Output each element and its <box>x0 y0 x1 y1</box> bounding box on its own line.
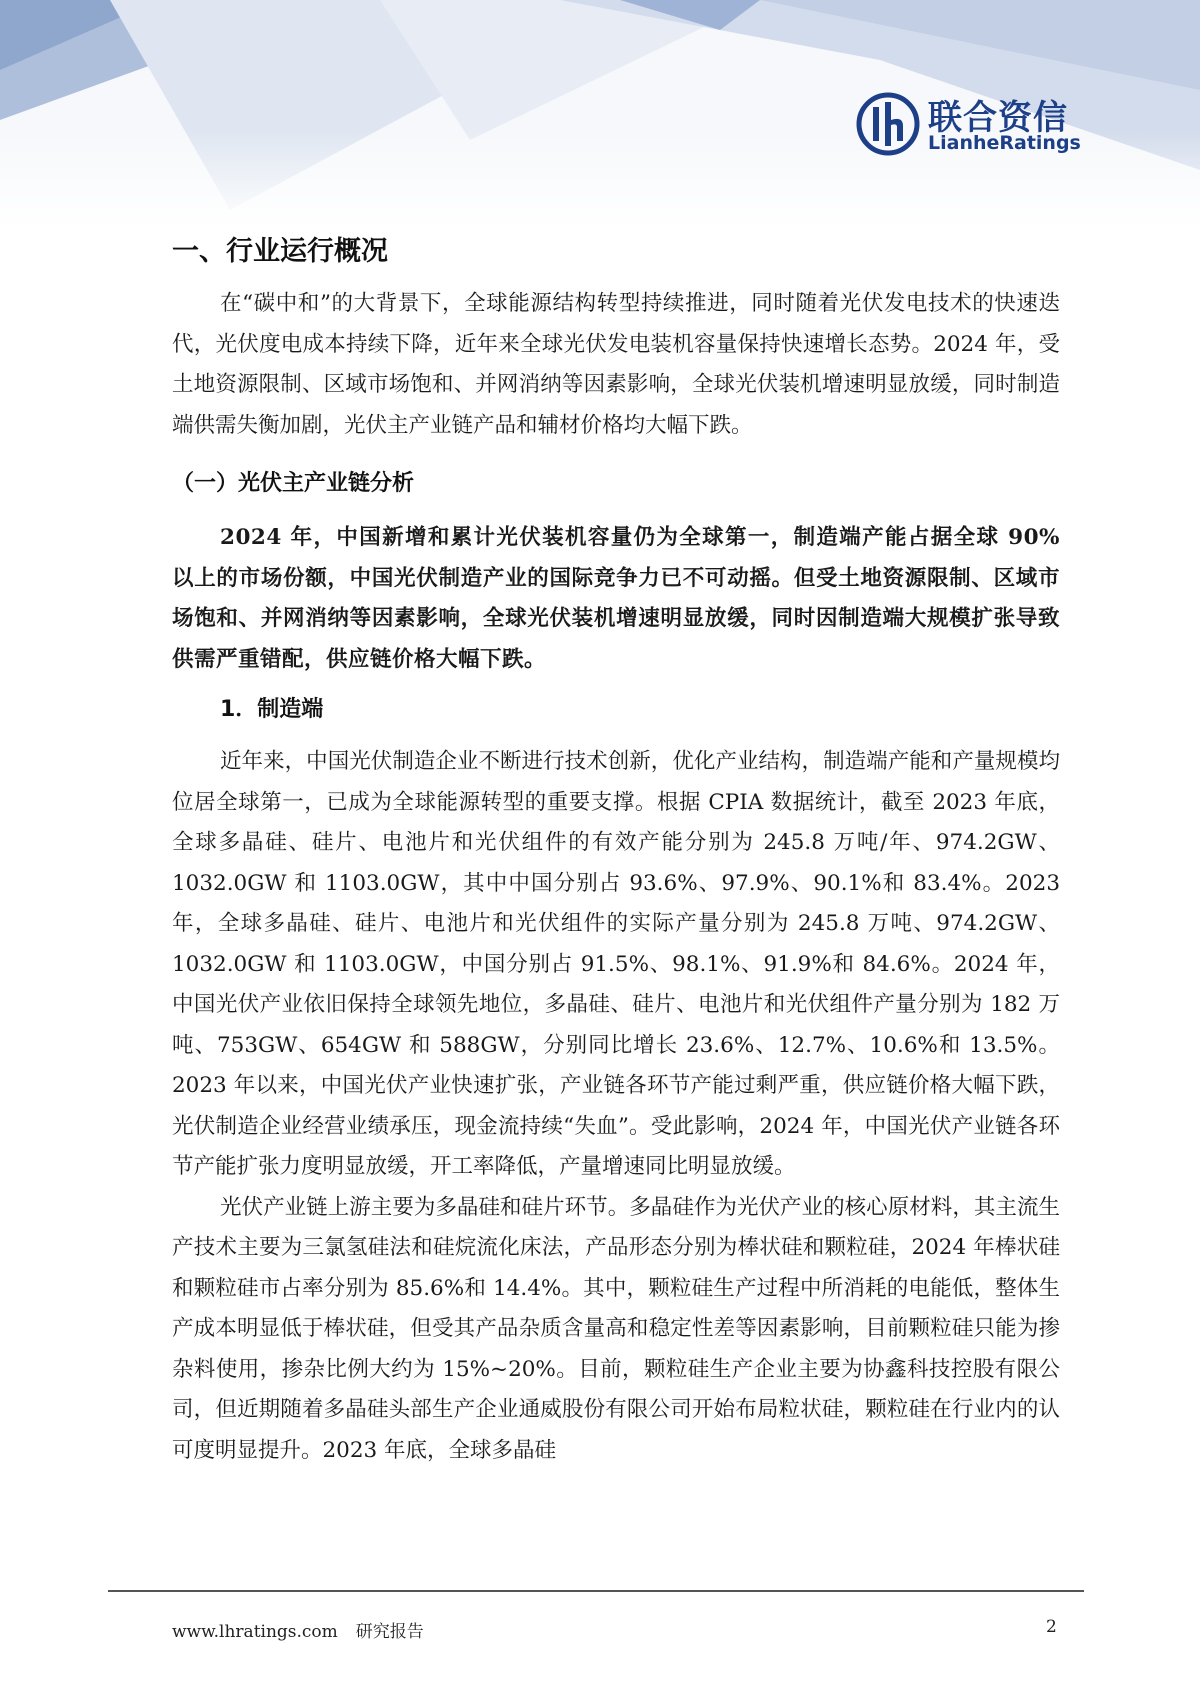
footer-website-link[interactable]: www.lhratings.com <box>172 1622 338 1642</box>
logo-chinese-name: 联合资信 <box>928 98 1068 138</box>
footer-doc-type: 研究报告 <box>355 1622 424 1642</box>
company-logo <box>856 90 1081 160</box>
subsection-title: （一）光伏主产业链分析 <box>172 471 415 496</box>
body-paragraph-upstream: 光伏产业链上游主要为多晶硅和硅片环节。多晶硅作为光伏产业的核心原材料，其主流生产技术主要为三氯氢硅法和硅烷流化床法，产品形态分别为棒状硅和颗粒硅，2024 年棒状硅和颗粒硅市占率分别为 85.6%和 14.4%。其中，颗粒硅生产过程中所消耗的电能低，整体生产成本明显低于棒状硅，但受其产品杂质含量高和稳定性差等因素影响，目前颗粒硅只能为掺杂料使用，掺杂比例大约为 15%~20%。目前，颗粒硅生产企业主要为协鑫科技控股有限公司，但近期随着多晶硅头部生产企业通威股份有限公司开始布局粒状硅，颗粒硅在行业内的认可度明显提升。2023 年底，全球多晶硅 <box>172 1194 1060 1463</box>
footer-divider <box>108 1590 1084 1592</box>
lianhe-logo-icon <box>856 92 920 156</box>
section-title: 一、行业运行概况 <box>172 236 388 267</box>
report-body <box>172 228 1060 1471</box>
summary-paragraph: 2024 年，中国新增和累计光伏装机容量仍为全球第一，制造端产能占据全球 90% 以上的市场份额，中国光伏制造产业的国际竞争力已不可动摇。但受土地资源限制、区域市场饱和、并网消纳等因素影响，全球光伏装机增速明显放缓，同时因制造端大规模扩张导致供需严重错配，供应链价格大幅下跌。 <box>172 525 1060 672</box>
footer-info <box>172 1617 424 1642</box>
subsubsection-title: 1．制造端 <box>220 697 324 722</box>
page-number: 2 <box>1046 1617 1057 1637</box>
intro-paragraph: 在“碳中和”的大背景下，全球能源结构转型持续推进，同时随着光伏发电技术的快速迭代，光伏度电成本持续下降，近年来全球光伏发电装机容量保持快速增长态势。2024 年，受土地资源限制、区域市场饱和、并网消纳等因素影响，全球光伏装机增速明显放缓，同时制造端供需失衡加剧，光伏主产业链产品和辅材价格均大幅下跌。 <box>172 291 1060 438</box>
body-paragraph-manufacturing: 近年来，中国光伏制造企业不断进行技术创新，优化产业结构，制造端产能和产量规模均位居全球第一，已成为全球能源转型的重要支撑。根据 CPIA 数据统计，截至 2023 年底，全球多晶硅、硅片、电池片和光伏组件的有效产能分别为 245.8 万吨/年、974.2GW、1032.0GW 和 1103.0GW，其中中国分别占 93.6%、97.9%、90.1%和 83.4%。2023 年，全球多晶硅、硅片、电池片和光伏组件的实际产量分别为 245.8 万吨、974.2GW、1032.0GW 和 1103.0GW，中国分别占 91.5%、98.1%、91.9%和 84.6%。2024 年，中国光伏产业依旧保持全球领先地位，多晶硅、硅片、电池片和光伏组件产量分别为 182 万吨、753GW、654GW 和 588GW，分别同比增长 23.6%、12.7%、10.6%和 13.5%。2023 年以来，中国光伏产业快速扩张，产业链各环节产能过剩严重，供应链价格大幅下跌，光伏制造企业经营业绩承压，现金流持续“失血”。受此影响，2024 年，中国光伏产业链各环节产能扩张力度明显放缓，开工率降低，产量增速同比明显放缓。 <box>172 749 1060 1179</box>
logo-english-name: LianheRatings <box>928 132 1081 154</box>
